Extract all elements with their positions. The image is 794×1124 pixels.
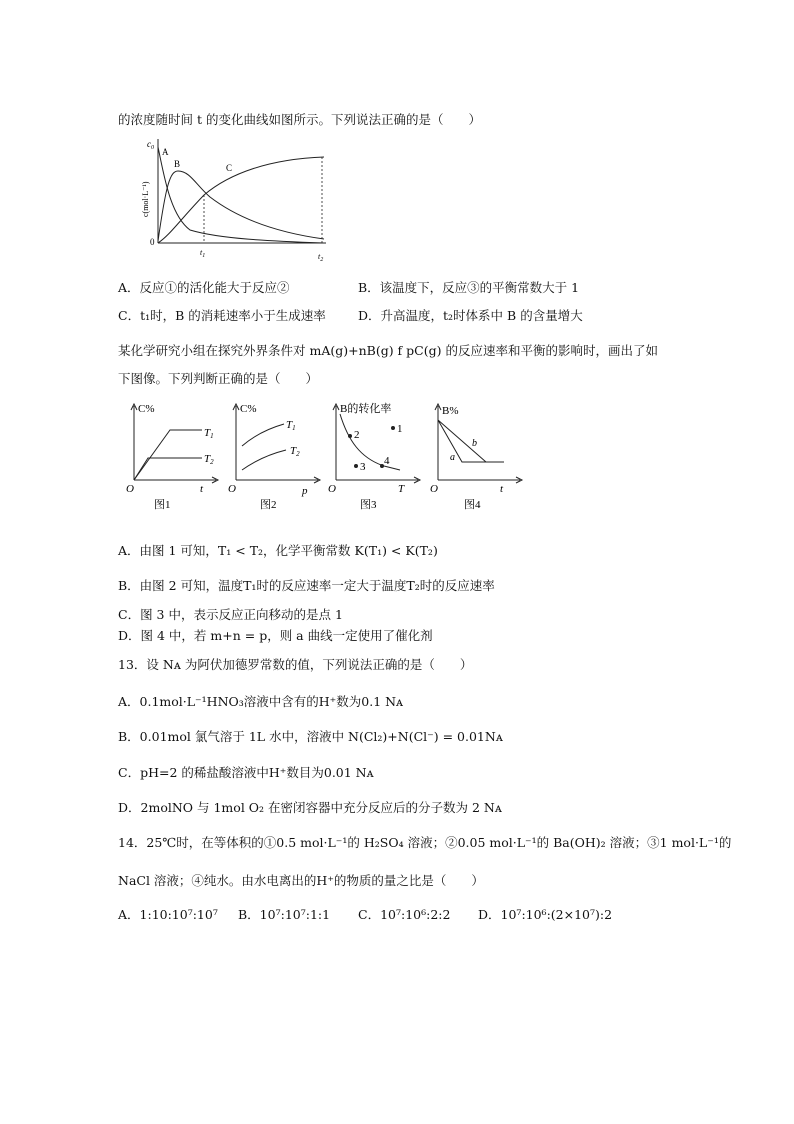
fig4-caption: 图4 <box>464 499 481 511</box>
t2-label: $t_2$ <box>318 252 324 263</box>
t1-label: $t_1$ <box>200 248 206 259</box>
fig1-t2: T2 <box>204 453 214 466</box>
curve-b <box>158 171 324 241</box>
q12-figure-3 <box>326 400 426 512</box>
q12-stem-line1: 某化学研究小组在探究外界条件对 mA(g)+nB(g) f pC(g) 的反应速率和平衡的影响时，画出了如 <box>118 343 658 358</box>
fig4-xlabel: t <box>500 483 504 495</box>
fig3-origin: O <box>328 483 336 495</box>
fig2-t1: T1 <box>286 419 296 432</box>
curve-c <box>158 157 324 243</box>
fig3-point-4: 4 <box>384 455 390 467</box>
q12-stem-line2: 下图像。下列判断正确的是（ ） <box>118 371 319 386</box>
q14-stem-line1: 14．25℃时，在等体积的①0.5 mol·L⁻¹的 H₂SO₄ 溶液；②0.05 mol·L⁻¹的 Ba(OH)₂ 溶液；③1 mol·L⁻¹的 <box>118 835 732 850</box>
curve-a <box>158 147 324 243</box>
q12-option-d[interactable]: D．图 4 中，若 m+n = p，则 a 曲线一定使用了催化剂 <box>118 628 433 643</box>
fig2-ylabel: C% <box>240 403 257 415</box>
q13-option-c[interactable]: C．pH=2 的稀盐酸溶液中H⁺数目为0.01 Nᴀ <box>118 765 374 780</box>
fig2-xlabel: p <box>302 485 308 497</box>
q14-stem-line2: NaCl 溶液；④纯水。由水电离出的H⁺的物质的量之比是（ ） <box>118 873 484 888</box>
fig4-a: a <box>450 452 455 463</box>
q12-option-a[interactable]: A．由图 1 可知，T₁ < T₂，化学平衡常数 K(T₁) < K(T₂) <box>118 543 438 558</box>
fig2-origin: O <box>228 483 236 495</box>
q12-figure-1 <box>124 400 224 512</box>
fig1-caption: 图1 <box>154 499 171 511</box>
q11-option-c[interactable]: C．t₁时，B 的消耗速率小于生成速率 <box>118 308 326 323</box>
fig3-point-3: 3 <box>360 461 366 473</box>
fig1-origin: O <box>126 483 134 495</box>
q11-option-b[interactable]: B．该温度下，反应③的平衡常数大于 1 <box>358 280 580 295</box>
fig1-t1: T1 <box>204 427 214 440</box>
curve-c-label: C <box>226 163 233 173</box>
fig3-point-2: 2 <box>354 429 360 441</box>
fig3-xlabel: T <box>398 483 405 495</box>
q12-figure-2 <box>226 400 326 512</box>
origin-label: 0 <box>150 237 155 247</box>
svg-text:c0: $c_0$ <box>147 139 154 151</box>
q14-option-c[interactable]: C．10⁷:10⁶:2:2 <box>358 907 451 922</box>
fig2-t2: T2 <box>290 445 300 458</box>
q14-option-a[interactable]: A．1:10:10⁷:10⁷ <box>118 907 218 922</box>
q11-option-a[interactable]: A．反应①的活化能大于反应② <box>118 280 290 295</box>
fig3-point-1: 1 <box>397 423 403 435</box>
q12-option-c[interactable]: C．图 3 中，表示反应正向移动的是点 1 <box>118 607 343 622</box>
q13-option-a[interactable]: A．0.1mol·L⁻¹HNO₃溶液中含有的H⁺数为0.1 Nᴀ <box>118 694 404 709</box>
y-axis-label: c(mol·L⁻¹) <box>141 181 150 217</box>
fig4-b: b <box>472 438 477 449</box>
q11-concentration-graph <box>120 135 340 265</box>
fig1-ylabel: C% <box>138 403 155 415</box>
fig4-origin: O <box>430 483 438 495</box>
curve-a-label: A <box>162 147 169 157</box>
fig1-xlabel: t <box>200 483 204 495</box>
fig3-caption: 图3 <box>360 499 377 511</box>
q13-option-b[interactable]: B．0.01mol 氯气溶于 1L 水中，溶液中 N(Cl₂)+N(Cl⁻) = 0.01Nᴀ <box>118 729 503 744</box>
q14-option-d[interactable]: D．10⁷:10⁶:(2×10⁷):2 <box>478 907 613 922</box>
q14-option-b[interactable]: B．10⁷:10⁷:1:1 <box>238 907 331 922</box>
curve-b-label: B <box>174 159 181 169</box>
y-max-label: c <box>147 139 151 149</box>
fig4-ylabel: B% <box>442 405 459 417</box>
fig3-ylabel: B的转化率 <box>340 403 392 415</box>
q13-stem: 13．设 Nᴀ 为阿伏加德罗常数的值，下列说法正确的是（ ） <box>118 657 473 672</box>
q12-figure-4 <box>428 400 528 512</box>
q11-option-d[interactable]: D．升高温度，t₂时体系中 B 的含量增大 <box>358 308 583 323</box>
q13-option-d[interactable]: D．2molNO 与 1mol O₂ 在密闭容器中充分反应后的分子数为 2 Nᴀ <box>118 800 502 815</box>
q11-stem-tail: 的浓度随时间 t 的变化曲线如图所示。下列说法正确的是（ ） <box>118 112 481 127</box>
q12-option-b[interactable]: B．由图 2 可知，温度T₁时的反应速率一定大于温度T₂时的反应速率 <box>118 578 495 593</box>
fig2-caption: 图2 <box>260 499 277 511</box>
